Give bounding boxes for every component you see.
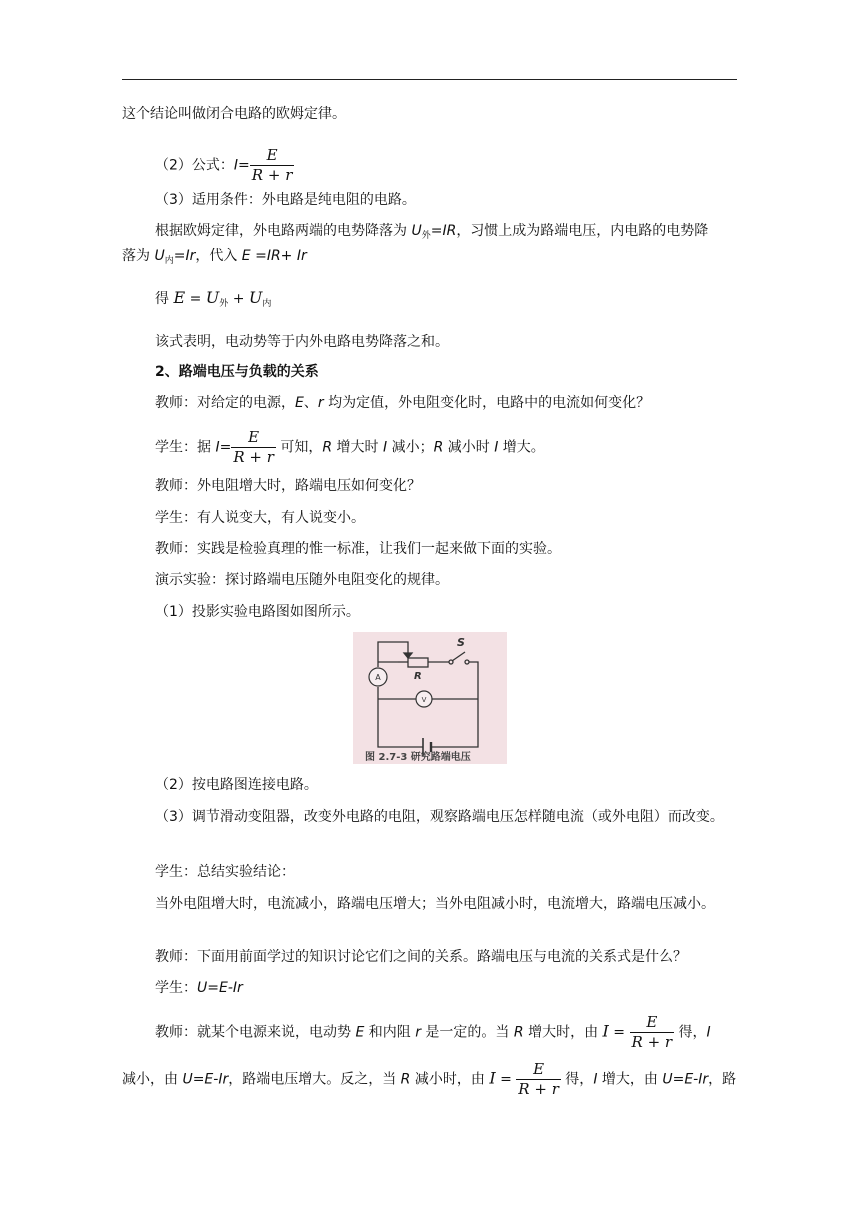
- slider-arrowhead: [404, 653, 412, 658]
- text-line: 教师：实践是检验真理的惟一标准，让我们一起来做下面的实验。: [155, 541, 561, 557]
- switch-blade: [452, 652, 465, 661]
- text-line: 学生：有人说变大，有人说变小。: [155, 510, 365, 526]
- wire: [431, 662, 478, 747]
- fraction: $\frac{E}{R + r}$: [233, 428, 274, 466]
- formula-line: 学生：据 I= $\frac{E}{R + r}$ 可知，R 增大时 I 减小；R 减小时 I 增大。: [155, 428, 545, 466]
- svg-text:A: A: [375, 673, 381, 682]
- text-line: （3）适用条件：外电路是纯电阻的电路。: [155, 192, 416, 208]
- circuit-figure: [353, 632, 507, 764]
- text-line: 教师：下面用前面学过的知识讨论它们之间的关系。路端电压与电流的关系式是什么？: [155, 949, 687, 965]
- text-line: 演示实验：探讨路端电压随外电阻变化的规律。: [155, 572, 449, 588]
- formula-line: （2）公式：I= $\frac{E}{R + r}$: [155, 146, 293, 184]
- text-line: 教师：对给定的电源，E、r 均为定值，外电阻变化时，电路中的电流如何变化？: [155, 395, 651, 411]
- text-line: 该式表明，电动势等于内外电路电势降落之和。: [155, 334, 449, 350]
- rheostat-label: R: [414, 671, 422, 682]
- text-paragraph: （3）调节滑动变阻器，改变外电路的电阻，观察路端电压怎样随电流（或外电阻）而改变。: [155, 809, 724, 825]
- equation-line: 得 $E = U_外 + U_内$: [155, 288, 272, 309]
- text-line: 教师：外电阻增大时，路端电压如何变化？: [155, 478, 421, 494]
- text-paragraph: 当外电阻增大时，电流减小，路端电压增大；当外电阻减小时，电流增大，路端电压减小。: [155, 896, 715, 912]
- text-line: 学生：U=E-Ir: [155, 980, 243, 996]
- text-line: 落为 $U_内=Ir$，代入 E =IR+ Ir: [122, 248, 307, 266]
- header-rule: [122, 79, 737, 80]
- fraction: $\frac{E}{R + r}$: [251, 146, 293, 184]
- wire: [378, 642, 408, 667]
- ammeter-icon: [369, 668, 387, 686]
- section-heading: 2、路端电压与负载的关系: [155, 364, 319, 380]
- text-line: 这个结论叫做闭合电路的欧姆定律。: [122, 106, 346, 122]
- switch-label: S: [457, 636, 465, 649]
- formula-line: 减小，由 U=E-Ir，路端电压增大。反之，当 R 减小时，由 I = $\frac{E}{R + r}$ 得，I 增大，由 U=E-Ir，路: [122, 1060, 737, 1098]
- fraction: $\frac{E}{R + r}$: [631, 1013, 673, 1051]
- svg-text:V: V: [421, 696, 427, 704]
- figure-caption: 图 2.7-3 研究路端电压: [365, 752, 471, 763]
- text-line: （1）投影实验电路图如图所示。: [155, 604, 360, 620]
- text-line: 根据欧姆定律，外电路两端的电势降落为 $U_外=IR$，习惯上成为路端电压，内电路的电势降: [155, 223, 709, 241]
- fraction: $\frac{E}{R + r}$: [518, 1060, 559, 1098]
- text-line: 学生：总结实验结论：: [155, 864, 295, 880]
- rheostat: [408, 658, 428, 667]
- circuit-diagram: [353, 632, 507, 764]
- text-line: （2）按电路图连接电路。: [155, 777, 318, 793]
- voltmeter-icon: [416, 691, 432, 707]
- switch-terminal: [465, 660, 469, 664]
- formula-line: 教师：就某个电源来说，电动势 E 和内阻 r 是一定的。当 R 增大时，由 I = $\frac{E}{R + r}$ 得，I: [155, 1013, 711, 1051]
